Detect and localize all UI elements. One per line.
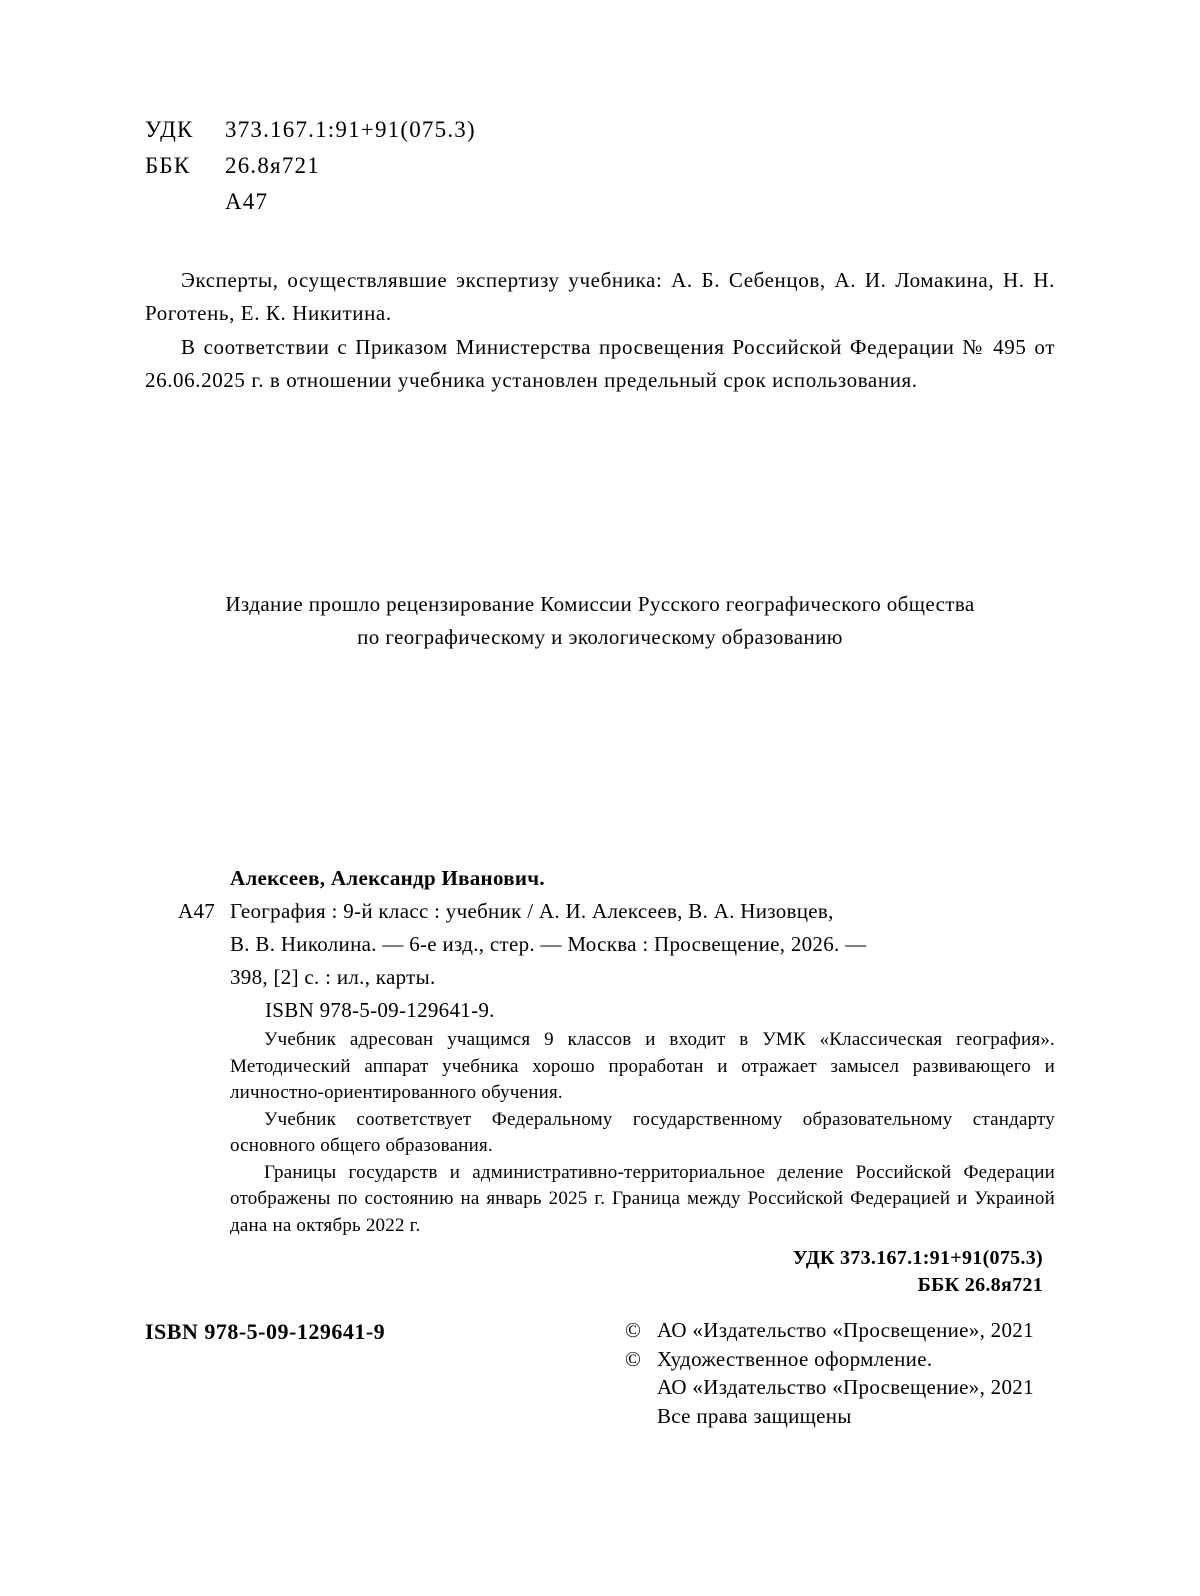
udk-value: 373.167.1:91+91(075.3) bbox=[225, 117, 476, 142]
catalog-entry bbox=[145, 895, 1055, 994]
annotation-umk: Учебник адресован учащимся 9 классов и входит в УМК «Классическая география». Методический аппарат учебника хорошо проработан и отражает замысел развивающего и личностно-ориентированного обучения. bbox=[230, 1029, 1055, 1103]
copyright-symbol-2: © bbox=[625, 1346, 642, 1371]
review-notice bbox=[145, 588, 1055, 654]
copyright-spacer-2 bbox=[625, 1402, 657, 1431]
catalog-entry-line1: География : 9-й класс : учебник / А. И. Алексеев, В. А. Низовцев, bbox=[230, 899, 834, 923]
udk-right-line: УДК 373.167.1:91+91(075.3) bbox=[792, 1247, 1043, 1269]
copyright-rights-line: Все права защищены bbox=[657, 1403, 852, 1428]
catalog-entry-line2: В. В. Николина. — 6-е изд., стер. — Москва : Просвещение, 2026. — bbox=[230, 932, 867, 956]
udk-right-block bbox=[145, 1245, 1055, 1299]
review-notice-line2: по географическому и экологическому образованию bbox=[357, 625, 843, 649]
catalog-isbn: ISBN 978-5-09-129641-9. bbox=[265, 998, 495, 1022]
catalog-author-sign-code: А47 bbox=[178, 899, 216, 923]
author-sign-code: А47 bbox=[225, 189, 269, 214]
copyright-spacer-1 bbox=[625, 1373, 657, 1402]
ministry-order-paragraph: В соответствии с Приказом Министерства просвещения Российской Федерации № 495 от 26.06.2025 г. в отношении учебника установлен предельный срок использования. bbox=[145, 335, 1055, 392]
annotation-borders: Границы государств и административно-территориальное деление Российской Федерации отображены по состоянию на январь 2025 г. Граница между Российской Федерацией и Украиной дана на октябрь 2022 г. bbox=[230, 1161, 1055, 1236]
catalog-card bbox=[145, 862, 1055, 1299]
copyright-symbol-1: © bbox=[625, 1318, 642, 1342]
udk-line bbox=[145, 112, 476, 148]
bbk-label: ББК bbox=[145, 153, 191, 178]
footer-isbn: ISBN 978-5-09-129641-9 bbox=[145, 1319, 386, 1344]
catalog-author: Алексеев, Александр Иванович. bbox=[230, 866, 545, 890]
copyright-block bbox=[625, 1316, 1034, 1430]
bbk-line bbox=[145, 148, 476, 184]
bbk-right-line: ББК 26.8я721 bbox=[917, 1274, 1043, 1296]
classification-block bbox=[145, 112, 476, 220]
udk-label: УДК bbox=[145, 117, 194, 142]
copyright-publisher-line-2: АО «Издательство «Просвещение», 2021 bbox=[657, 1375, 1034, 1399]
copyright-publisher-line: АО «Издательство «Просвещение», 2021 bbox=[657, 1318, 1034, 1342]
annotation-fgos: Учебник соответствует Федеральному государственному образовательному стандарту основного общего образования. bbox=[230, 1108, 1055, 1156]
experts-paragraph: Эксперты, осуществлявшие экспертизу учебника: А. Б. Себенцов, А. И. Ломакина, Н. Н. Роготень, Е. К. Никитина. bbox=[145, 268, 1055, 325]
catalog-entry-line3: 398, [2] с. : ил., карты. bbox=[230, 965, 436, 989]
bbk-value: 26.8я721 bbox=[225, 153, 320, 178]
review-notice-line1: Издание прошло рецензирование Комиссии Русского географического общества bbox=[225, 592, 975, 616]
copyright-design-line: Художественное оформление. bbox=[657, 1346, 933, 1371]
catalog-annotations bbox=[145, 1027, 1055, 1239]
